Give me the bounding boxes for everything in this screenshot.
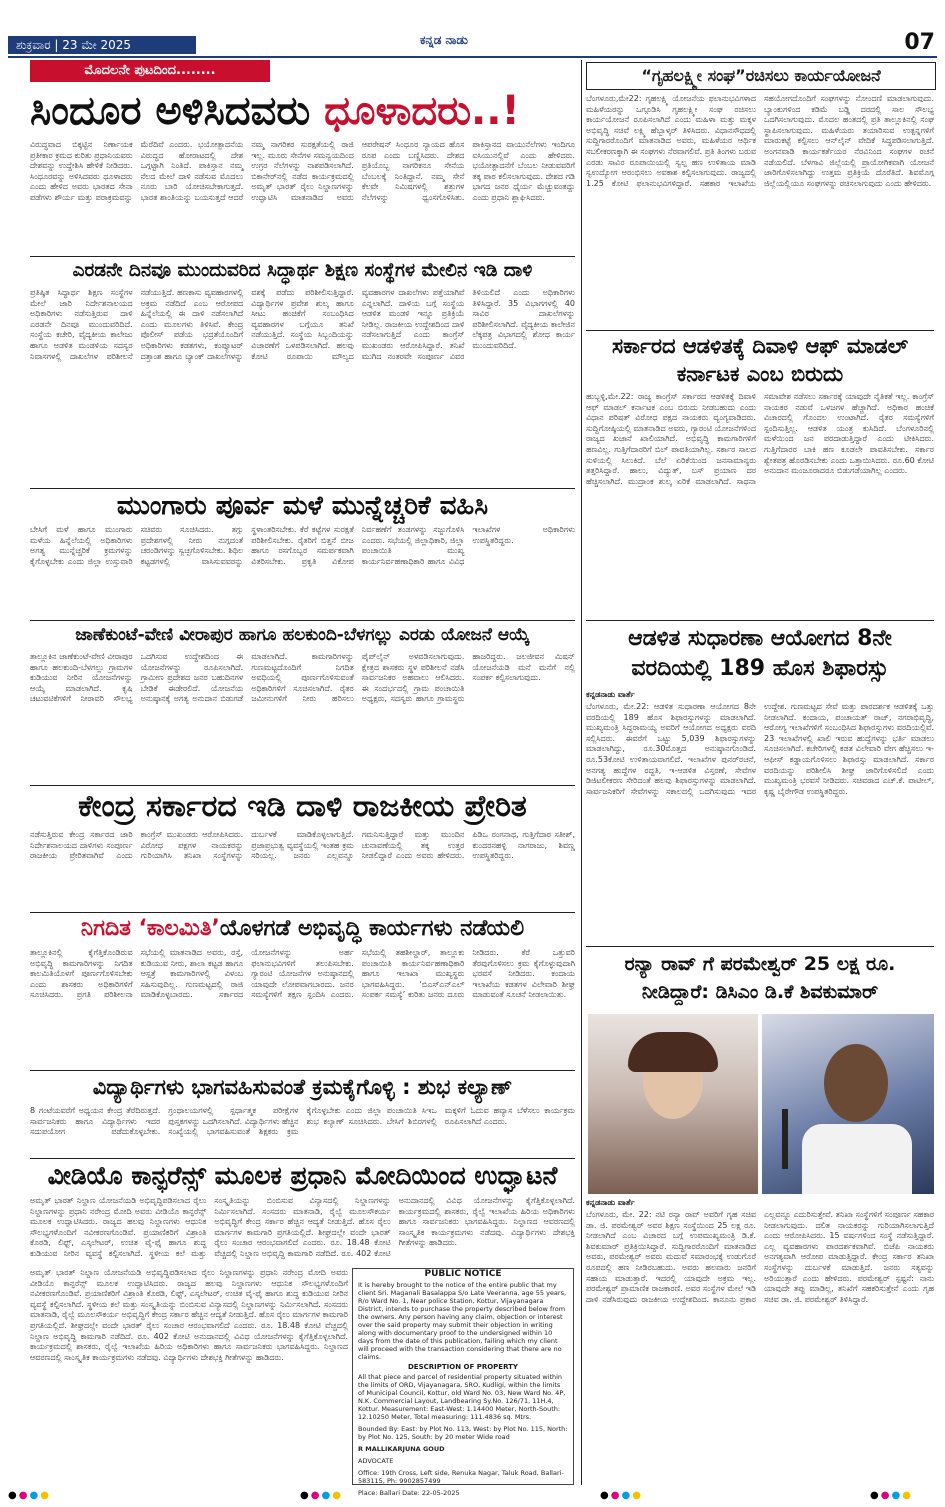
microphone-icon — [782, 1109, 788, 1169]
divider — [586, 620, 934, 621]
notice-title: PUBLIC NOTICE — [424, 1269, 502, 1279]
registration-marks-center2: ●●●● — [600, 1490, 643, 1501]
shirt-shape — [802, 1124, 912, 1194]
notice-place-date: Place: Ballari Date: 22-05-2025 — [358, 1489, 460, 1497]
registration-marks-left: ●●●● — [8, 1490, 51, 1501]
lead-headline-black: ಸಿಂದೂರ ಅಳಿಸಿದವರು — [30, 88, 325, 134]
divider — [586, 330, 934, 331]
video-body-top: ಅಮೃತ್ ಭಾರತ್ ನಿಲ್ದಾಣ ಯೋಜನೆಯಡಿ ಅಭಿವೃದ್ಧಿಪಡಿಸಲಾದ ರೈಲು ನಿಲ್ದಾಣಗಳನ್ನು ಪ್ರಧಾನಿ ನರೇಂದ್ರ ಮೋದಿ ಅವರು ವೀಡಿಯೊ ಕಾನ್ಫರೆನ್ಸ್ ಮೂಲಕ ಉದ್ಘಾಟಿಸಿದರು. ರಾಜ್ಯದ ಹಲವು ನಿಲ್ದಾಣಗಳು ಆಧುನಿಕ ಸೌಲಭ್ಯಗಳೊಂದಿಗೆ ನವೀಕರಣಗೊಂಡಿವೆ. ಪ್ರಯಾಣಿಕರಿಗೆ ವಿಶ್ರಾಂತಿ ಕೊಠಡಿ, ಲಿಫ್ಟ್, ಎಸ್ಕಲೇಟರ್, ಉಚಿತ ವೈ-ಫೈ ಹಾಗೂ ಶುದ್ಧ ಕುಡಿಯುವ ನೀರಿನ ವ್ಯವಸ್ಥೆ ಕಲ್ಪಿಸಲಾಗಿದೆ. ಸ್ಥಳೀಯ ಕಲೆ ಮತ್ತು ಸಂಸ್ಕೃತಿಯನ್ನು ಬಿಂಬಿಸುವ ವಿನ್ಯಾಸದಲ್ಲಿ ನಿಲ್ದಾಣಗಳನ್ನು ನಿರ್ಮಿಸಲಾಗಿದೆ. ಸಂಸದರು ಮಾತನಾಡಿ, ರೈಲ್ವೆ ಮೂಲಸೌಕರ್ಯ ಅಭಿವೃದ್ಧಿಗೆ ಕೇಂದ್ರ ಸರ್ಕಾರ ಹೆಚ್ಚಿನ ಆದ್ಯತೆ ನೀಡುತ್ತಿದೆ. ಹೊಸ ರೈಲು ಮಾರ್ಗಗಳ ಕಾಮಗಾರಿ ಪ್ರಗತಿಯಲ್ಲಿದೆ. ಶೀಘ್ರದಲ್ಲೇ ವಂದೇ ಭಾರತ್ ರೈಲು ಸಂಚಾರ ಆರಂಭವಾಗಲಿದೆ ಎಂದರು. ರೂ. 18.48 ಕೋಟಿ ವೆಚ್ಚದಲ್ಲಿ ನಿಲ್ದಾಣ ಅಭಿವೃದ್ಧಿ ಕಾಮಗಾರಿ ನಡೆದಿದೆ. ರೂ. 402 ಕೋಟಿ ಅನುದಾನದಲ್ಲಿ ವಿವಿಧ ಯೋಜನೆಗಳನ್ನು ಕೈಗೆತ್ತಿಕೊಳ್ಳಲಾಗಿದೆ. ಕಾರ್ಯಕ್ರಮದಲ್ಲಿ ಶಾಸಕರು, ರೈಲ್ವೆ ಇಲಾಖೆಯ ಹಿರಿಯ ಅಧಿಕಾರಿಗಳು ಹಾಗೂ ಸಾರ್ವಜನಿಕರು ಭಾಗವಹಿಸಿದ್ದರು. ನಿಲ್ದಾಣದ ಆವರಣದಲ್ಲಿ ಸಾಂಸ್ಕೃತಿಕ ಕಾರ್ಯಕ್ರಮಗಳು ನಡೆದವು. ವಿದ್ಯಾರ್ಥಿಗಳು ದೇಶಭಕ್ತಿ ಗೀತೆಗಳನ್ನು ಹಾಡಿದರು. — [30, 1196, 575, 1258]
lead-story-body: ವಿರುದ್ಧವಾದ ಬಿಕ್ಕಟ್ಟಿನ ನಿರ್ಣಾಯಕ ಪ್ರತೀಕಾರ ಕ್ರಮದ ಕುರಿತು ಪ್ರಧಾನಿಯವರು ದೇಶವನ್ನು ಉದ್ದೇಶಿಸಿ ಹೇಳಿಕೆ ನೀಡಿದರು. ಸಿಂಧೂರವನ್ನು ಅಳಿಸಿದವರು ಧೂಳಾದರು ಎಂದು ಹೇಳಿದ ಅವರು ಭಾರತದ ಸೇನಾ ಪಡೆಗಳು ಶೌರ್ಯ ಮತ್ತು ಪರಾಕ್ರಮವನ್ನು ಮೆರೆದಿವೆ ಎಂದರು. ಭಯೋತ್ಪಾದನೆಯ ವಿರುದ್ಧದ ಹೋರಾಟದಲ್ಲಿ ದೇಶ ಒಗ್ಗಟ್ಟಾಗಿ ನಿಂತಿದೆ. ಪಾಕಿಸ್ತಾನ ನಮ್ಮ ನೆಲದ ಮೇಲೆ ದಾಳಿ ನಡೆಸುವ ಮೊದಲು ನೂರು ಬಾರಿ ಯೋಚಿಸಬೇಕಾಗುತ್ತದೆ. ಭಾರತ ಶಾಂತಿಯನ್ನು ಬಯಸುತ್ತದೆ ಆದರೆ ನಮ್ಮ ನಾಗರಿಕರ ಸುರಕ್ಷತೆಯಲ್ಲಿ ರಾಜಿ ಇಲ್ಲ. ಮೂರು ಸೇನೆಗಳ ಸಮನ್ವಯದಿಂದ ಉಗ್ರರ ನೆಲೆಗಳನ್ನು ನಾಶಪಡಿಸಲಾಗಿದೆ. ಬಿಕಾನೇರ್‌ನಲ್ಲಿ ನಡೆದ ಕಾರ್ಯಕ್ರಮದಲ್ಲಿ ಅಮೃತ್ ಭಾರತ್ ರೈಲು ನಿಲ್ದಾಣಗಳನ್ನು ಉದ್ಘಾಟಿಸಿ ಮಾತನಾಡಿದ ಅವರು ಆಪರೇಷನ್ ಸಿಂಧೂರ ನ್ಯಾಯದ ಹೊಸ ರೂಪ ಎಂದು ಬಣ್ಣಿಸಿದರು. ದೇಶದ ಪ್ರತಿಯೊಬ್ಬ ನಾಗರಿಕನೂ ಸೇನೆಯ ಬೆಂಬಲಕ್ಕೆ ನಿಂತಿದ್ದಾನೆ. ನಮ್ಮ ಸೇನೆ ಕೆಲವೇ ನಿಮಿಷಗಳಲ್ಲಿ ಶತ್ರುಗಳ ನೆಲೆಗಳನ್ನು ಧ್ವಂಸಗೊಳಿಸಿತು. ಪಾಕಿಸ್ತಾನದ ವಾಯುನೆಲೆಗಳು ಇಂದಿಗೂ ಐಸಿಯುನಲ್ಲಿವೆ ಎಂದು ಹೇಳಿದರು. ಭಯೋತ್ಪಾದನೆಗೆ ಬೆಂಬಲ ನೀಡುವವರಿಗೆ ತಕ್ಕ ಪಾಠ ಕಲಿಸಲಾಗುವುದು. ದೇಶದ ಗಡಿ ಭಾಗದ ಜನರ ಧೈರ್ಯ ಮೆಚ್ಚುವಂತದ್ದು ಎಂದು ಪ್ರಧಾನಿ ಶ್ಲಾಘಿಸಿದರು. — [30, 140, 575, 202]
divider — [30, 1070, 575, 1071]
notice-schedule-title: DESCRIPTION OF PROPERTY — [408, 1363, 518, 1371]
divider — [30, 912, 575, 913]
continued-banner: ಮೊದಲನೇ ಪುಟದಿಂದ........ — [30, 60, 270, 82]
notice-bounded: Bounded By: East: by Plot No. 113, West: by Plot No. 115, North: by Plot No. 125, South: by 20 meter Wide road — [358, 1425, 568, 1441]
reform-headline-line2: ವರದಿಯಲ್ಲಿ 189 ಹೊಸ ಶಿಫಾರಸ್ಸು — [631, 656, 889, 681]
notice-body: It is hereby brought to the notice of the entire public that my client Sri. Maganali Basalappa S/o Late Veeranna, age 55 years, R/o Ward No. 1, Near police Station, Kottur, Vijayanagara District, intends to purchase the property described below from the owners. Any person having any claim, objection or interest over the said property may submit their objection in writing along with documentary proof to the undersigned within 10 days from the date of this publication, failing which my client will proceed with the transaction considering that there are no claims. — [358, 1281, 567, 1361]
gruhalakshmi-headline: “ಗೃಹಲಕ್ಷ್ಮೀ ಸಂಘ”ರಚಿಸಲು ಕಾರ್ಯಯೋಜನೆ — [586, 62, 936, 90]
divider — [30, 1158, 575, 1159]
face-shape — [824, 1044, 888, 1122]
minister-photo — [762, 1014, 934, 1194]
page-number: 07 — [904, 30, 935, 55]
diwali-headline: ಸರ್ಕಾರದ ಆಡಳಿತಕ್ಕೆ ದಿವಾಳಿ ಆಫ್ ಮಾಡಲ್ ಕರ್ನಾಟಕ ಎಂಬ ಬಿರುದು — [611, 334, 909, 386]
divider — [30, 620, 575, 621]
public-notice — [352, 1268, 574, 1497]
janekunte-body: ತಾಲ್ಲೂಕಿನ ಜಾಣೆಕುಂಟೆ-ವೇಣಿ ವೀರಾಪುರ ಹಾಗೂ ಹಲಕುಂದಿ-ಬೆಳಗಲ್ಲು ಗ್ರಾಮಗಳ ಕುಡಿಯುವ ನೀರಿನ ಯೋಜನೆಗಳನ್ನು ಆಯ್ಕೆ ಮಾಡಲಾಗಿದೆ. ಕೃಷಿ ಚಟುವಟಿಕೆಗಳಿಗೆ ನೀರಾವರಿ ಸೌಲಭ್ಯ ಒದಗಿಸುವ ಉದ್ದೇಶದಿಂದ ಈ ಯೋಜನೆಗಳನ್ನು ರೂಪಿಸಲಾಗಿದೆ. ಗ್ರಾಮೀಣ ಪ್ರದೇಶದ ಜನರ ಬಹುದಿನಗಳ ಬೇಡಿಕೆ ಈಡೇರಲಿದೆ. ಯೋಜನೆಯ ಅನುಷ್ಠಾನಕ್ಕೆ ಅಗತ್ಯ ಅನುದಾನ ಬಿಡುಗಡೆ ಮಾಡಲಾಗಿದೆ. ಕಾಮಗಾರಿಗಳನ್ನು ಗುಣಮಟ್ಟದೊಂದಿಗೆ ನಿಗದಿತ ಅವಧಿಯಲ್ಲಿ ಪೂರ್ಣಗೊಳಿಸುವಂತೆ ಅಧಿಕಾರಿಗಳಿಗೆ ಸೂಚಿಸಲಾಗಿದೆ. ರೈತರ ಜಮೀನುಗಳಿಗೆ ನೀರು ಹರಿಸಲು ಪೈಪ್‌ಲೈನ್ ಅಳವಡಿಸಲಾಗುವುದು. ಕ್ಷೇತ್ರದ ಶಾಸಕರು ಸ್ಥಳ ಪರಿಶೀಲನೆ ನಡೆಸಿ ಸಾರ್ವಜನಿಕರ ಅಹವಾಲು ಆಲಿಸಿದರು. ಈ ಸಂದರ್ಭದಲ್ಲಿ ಗ್ರಾಮ ಪಂಚಾಯಿತಿ ಅಧ್ಯಕ್ಷರು, ಸದಸ್ಯರು ಹಾಗೂ ಗ್ರಾಮಸ್ಥರು ಹಾಜರಿದ್ದರು. ಜಲಜೀವನ ಮಿಷನ್ ಯೋಜನೆಯಡಿ ಮನೆ ಮನೆಗೆ ನಲ್ಲಿ ಸಂಪರ್ಕ ಕಲ್ಪಿಸಲಾಗುವುದು. — [30, 652, 575, 704]
monsoon-headline: ಮುಂಗಾರು ಪೂರ್ವ ಮಳೆ ಮುನ್ನೆಚ್ಚರಿಕೆ ವಹಿಸಿ — [116, 491, 489, 521]
registration-marks-center: ●●●● — [300, 1490, 343, 1501]
notice-schedule: All that piece and parcel of residential property situated within the limits of ORD, Vijayanagara, SRO, Kudligi, within the limits of Municipal Council, Kottur, old Ward No. 03, New Ward No. 4P, N.K. Commercial Layout, Landbearing Sy.No. 126/71, 11H.4, Kottur. Measurement: East-West: 1.14400 Meter, North-South: 12.10250 Meter, Total measuring: 111.4836 sq. Mtrs. — [358, 1373, 566, 1421]
reform-body: ಬೆಂಗಳೂರು, ಮೇ.22: ಆಡಳಿತ ಸುಧಾರಣಾ ಆಯೋಗದ 8ನೇ ವರದಿಯಲ್ಲಿ 189 ಹೊಸ ಶಿಫಾರಸ್ಸುಗಳನ್ನು ಮಾಡಲಾಗಿದೆ. ಮುಖ್ಯಮಂತ್ರಿ ಸಿದ್ದರಾಮಯ್ಯ ಅವರಿಗೆ ಆಯೋಗದ ಅಧ್ಯಕ್ಷರು ವರದಿ ಸಲ್ಲಿಸಿದರು. ಈವರೆಗೆ ಒಟ್ಟು 5,039 ಶಿಫಾರಸ್ಸುಗಳನ್ನು ಮಾಡಲಾಗಿದ್ದು, ರೂ.30ಮೊತ್ತದ ಅನುಷ್ಠಾನಗೊಂಡಿದೆ. ರೂ.53ಕೋಟಿ ಉಳಿತಾಯವಾಗಲಿದೆ. ಇಲಾಖೆಗಳ ಪುನರ್‌ರಚನೆ, ಅನಗತ್ಯ ಹುದ್ದೆಗಳ ರದ್ದತಿ, ಇ-ಆಡಳಿತ ವಿಸ್ತರಣೆ, ಸೇವೆಗಳ ಡಿಜಿಟಲೀಕರಣ ಸೇರಿದಂತೆ ಹಲವು ಶಿಫಾರಸ್ಸುಗಳನ್ನು ಮಾಡಲಾಗಿದೆ. ಸಾರ್ವಜನಿಕರಿಗೆ ಸೇವೆಗಳನ್ನು ಸಕಾಲದಲ್ಲಿ ಒದಗಿಸುವುದು ಇದರ ಉದ್ದೇಶ. ಗುಣಮಟ್ಟದ ಸೇವೆ ಮತ್ತು ಪಾರದರ್ಶಕ ಆಡಳಿತಕ್ಕೆ ಒತ್ತು ನೀಡಲಾಗಿದೆ. ಕಂದಾಯ, ಪಂಚಾಯತ್ ರಾಜ್, ನಗರಾಭಿವೃದ್ಧಿ, ಆರೋಗ್ಯ ಇಲಾಖೆಗಳಿಗೆ ಸಂಬಂಧಿಸಿದ ಶಿಫಾರಸ್ಸುಗಳು ವರದಿಯಲ್ಲಿವೆ. 23 ಇಲಾಖೆಗಳಲ್ಲಿ ಖಾಲಿ ಇರುವ ಹುದ್ದೆಗಳನ್ನು ಭರ್ತಿ ಮಾಡಲು ಸೂಚಿಸಲಾಗಿದೆ. ಕಚೇರಿಗಳಲ್ಲಿ ಕಡತ ವಿಲೇವಾರಿ ವೇಗ ಹೆಚ್ಚಿಸಲು ಇ-ಆಫೀಸ್ ಕಡ್ಡಾಯಗೊಳಿಸಲು ಶಿಫಾರಸ್ಸು ಮಾಡಲಾಗಿದೆ. ಸರ್ಕಾರ ವರದಿಯನ್ನು ಪರಿಶೀಲಿಸಿ ಶೀಘ್ರ ಜಾರಿಗೊಳಿಸಲಿದೆ ಎಂದು ಮುಖ್ಯಮಂತ್ರಿ ಭರವಸೆ ನೀಡಿದರು. ಸಚಿವರಾದ ಎಚ್.ಕೆ. ಪಾಟೀಲ್, ಕೃಷ್ಣ ಬೈರೇಗೌಡ ಉಪಸ್ಥಿತರಿದ್ದರು. — [586, 702, 934, 796]
centre-body: ನಡೆಸುತ್ತಿರುವ ಕೇಂದ್ರ ಸರ್ಕಾರದ ಜಾರಿ ನಿರ್ದೇಶನಾಲಯದ ದಾಳಿಗಳು ಸಂಪೂರ್ಣ ರಾಜಕೀಯ ಪ್ರೇರಿತವಾಗಿವೆ ಎಂದು ಕಾಂಗ್ರೆಸ್ ಮುಖಂಡರು ಆರೋಪಿಸಿದರು. ವಿರೋಧ ಪಕ್ಷಗಳ ನಾಯಕರನ್ನು ಗುರಿಯಾಗಿಸಿ ತನಿಖಾ ಸಂಸ್ಥೆಗಳನ್ನು ದುರ್ಬಳಕೆ ಮಾಡಿಕೊಳ್ಳಲಾಗುತ್ತಿದೆ. ಪ್ರಜಾಪ್ರಭುತ್ವ ವ್ಯವಸ್ಥೆಯಲ್ಲಿ ಇಂತಹ ಕ್ರಮ ಸರಿಯಲ್ಲ. ಜನರು ಎಲ್ಲವನ್ನೂ ಗಮನಿಸುತ್ತಿದ್ದಾರೆ ಮತ್ತು ಮುಂದಿನ ಚುನಾವಣೆಯಲ್ಲಿ ತಕ್ಕ ಉತ್ತರ ನೀಡಲಿದ್ದಾರೆ ಎಂದು ಅವರು ಹೇಳಿದರು. ಪಿಡಿಒ ರಂಗನಾಥ, ಗುತ್ತಿಗೆದಾರ ಸತೀಶ್, ಕುಂದರನಹಳ್ಳಿ ನಾಗರಾಜು, ಶಿವಣ್ಣ ಉಪಸ್ಥಿತರಿದ್ದರು. — [30, 830, 575, 861]
divider — [586, 946, 934, 947]
niyamita-headline-red: ನಿಗದಿತ ‘ಕಾಲಮಿತಿ’ — [80, 916, 220, 941]
actress-photo — [588, 1014, 758, 1194]
lead-headline-red: ಧೂಳಾದರು..! — [324, 88, 520, 134]
divider — [30, 256, 575, 257]
masthead-logo: ಕನ್ನಡ ನಾಡು — [420, 33, 468, 47]
monsoon-body: ಬೇಸಿಗೆ ಮಳೆ ಹಾಗೂ ಮುಂಗಾರು ಮಳೆಯ ಹಿನ್ನೆಲೆಯಲ್ಲಿ ಅಧಿಕಾರಿಗಳು ಅಗತ್ಯ ಮುನ್ನೆಚ್ಚರಿಕೆ ಕ್ರಮಗಳನ್ನು ಕೈಗೊಳ್ಳಬೇಕು ಎಂದು ಜಿಲ್ಲಾ ಉಸ್ತುವಾರಿ ಸಚಿವರು ಸೂಚಿಸಿದರು. ತಗ್ಗು ಪ್ರದೇಶಗಳಲ್ಲಿ ನೀರು ನುಗ್ಗದಂತೆ ಚರಂಡಿಗಳನ್ನು ಸ್ವಚ್ಛಗೊಳಿಸಬೇಕು. ಶಿಥಿಲ ಕಟ್ಟಡಗಳಲ್ಲಿ ವಾಸಿಸುವವರನ್ನು ಸ್ಥಳಾಂತರಿಸಬೇಕು. ಕೆರೆ ಕಟ್ಟೆಗಳ ಸುರಕ್ಷತೆ ಪರಿಶೀಲಿಸಬೇಕು. ರೈತರಿಗೆ ಬಿತ್ತನೆ ಬೀಜ ಹಾಗೂ ರಸಗೊಬ್ಬರ ಸಮರ್ಪಕವಾಗಿ ವಿತರಿಸಬೇಕು. ಪ್ರಕೃತಿ ವಿಕೋಪ ನಿರ್ವಹಣೆಗೆ ತಂಡಗಳನ್ನು ಸಜ್ಜುಗೊಳಿಸಿ ಎಂದರು. ಸಭೆಯಲ್ಲಿ ಜಿಲ್ಲಾಧಿಕಾರಿ, ಜಿಲ್ಲಾ ಪಂಚಾಯಿತಿ ಮುಖ್ಯ ಕಾರ್ಯನಿರ್ವಹಣಾಧಿಕಾರಿ ಹಾಗೂ ವಿವಿಧ ಇಲಾಖೆಗಳ ಅಧಿಕಾರಿಗಳು ಉಪಸ್ಥಿತರಿದ್ದರು. — [30, 525, 575, 566]
notice-signature: R MALLIKARJUNA GOUD — [358, 1445, 445, 1453]
header-rule — [8, 56, 937, 58]
lead-headline — [30, 86, 575, 136]
ranya-headline-line2: ನೀಡಿದ್ದಾರೆ: ಡಿಸಿಎಂ ಡಿ.ಕೆ ಶಿವಕುಮಾರ್ — [641, 981, 879, 1003]
divider — [30, 488, 575, 489]
notice-advocate: ADVOCATE — [358, 1457, 394, 1465]
hair-shape — [628, 1032, 718, 1072]
niyamita-body: ತಾಲ್ಲೂಕಿನಲ್ಲಿ ಕೈಗೆತ್ತಿಕೊಂಡಿರುವ ಅಭಿವೃದ್ಧಿ ಕಾಮಗಾರಿಗಳನ್ನು ನಿಗದಿತ ಕಾಲಮಿತಿಯೊಳಗೆ ಪೂರ್ಣಗೊಳಿಸಬೇಕು ಎಂದು ಶಾಸಕರು ಅಧಿಕಾರಿಗಳಿಗೆ ಸೂಚಿಸಿದರು. ಪ್ರಗತಿ ಪರಿಶೀಲನಾ ಸಭೆಯಲ್ಲಿ ಮಾತನಾಡಿದ ಅವರು, ರಸ್ತೆ, ಕುಡಿಯುವ ನೀರು, ಶಾಲಾ ಕಟ್ಟಡ ಹಾಗೂ ಆಸ್ಪತ್ರೆ ಕಾಮಗಾರಿಗಳಲ್ಲಿ ವಿಳಂಬ ಸಹಿಸುವುದಿಲ್ಲ. ಗುಣಮಟ್ಟದಲ್ಲಿ ರಾಜಿ ಮಾಡಿಕೊಳ್ಳಬಾರದು. ಸರ್ಕಾರದ ಯೋಜನೆಗಳನ್ನು ಅರ್ಹ ಫಲಾನುಭವಿಗಳಿಗೆ ತಲುಪಿಸಬೇಕು. ಗ್ಯಾರಂಟಿ ಯೋಜನೆಗಳ ಅನುಷ್ಠಾನದಲ್ಲಿ ಯಾವುದೇ ಲೋಪವಾಗಬಾರದು. ಜನರ ಸಮಸ್ಯೆಗಳಿಗೆ ತಕ್ಷಣ ಸ್ಪಂದಿಸಿ ಎಂದರು. ಸಭೆಯಲ್ಲಿ ತಹಶೀಲ್ದಾರ್, ತಾಲ್ಲೂಕು ಪಂಚಾಯಿತಿ ಕಾರ್ಯನಿರ್ವಹಣಾಧಿಕಾರಿ ಹಾಗೂ ಇಲಾಖಾ ಮುಖ್ಯಸ್ಥರು ಭಾಗವಹಿಸಿದ್ದರು. ‘ಬಿಎಸ್‌ಎನ್‌ಎಲ್ ಸಂಪರ್ಕ ಸಮಸ್ಯೆ’ ಕುರಿತು ಜನರು ದೂರು ನೀಡಿದರು. ಕೆರೆ ಒತ್ತುವರಿ ತೆರವುಗೊಳಿಸಲು ಕ್ರಮ ಕೈಗೊಳ್ಳುವುದಾಗಿ ಭರವಸೆ ನೀಡಿದರು. ಕಂದಾಯ ಇಲಾಖೆಯ ಕಡತಗಳ ವಿಲೇವಾರಿ ಶೀಘ್ರ ಮಾಡುವಂತೆ ಸೂಚನೆ ನೀಡಲಾಯಿತು. — [30, 948, 575, 1000]
notice-address: Office: 19th Cross, Left side, Renuka Nagar, Taluk Road, Ballari-583115, Ph: 9902857499 — [358, 1469, 564, 1485]
ranya-headline-line1: ರನ್ಯಾ ರಾವ್ ಗೆ ಪರಮೇಶ್ವರ್ 25 ಲಕ್ಷ ರೂ. — [624, 953, 896, 975]
ranya-dateline: ಕನ್ನಡನಾಡು ವಾರ್ತೆ — [586, 1198, 635, 1207]
divider — [30, 785, 575, 786]
gruhalakshmi-body: ಬೆಂಗಳೂರು,ಮೇ22: ಗೃಹಲಕ್ಷ್ಮಿ ಯೋಜನೆಯ ಫಲಾನುಭವಿಗಳಾದ ಮಹಿಳೆಯರನ್ನು ಒಗ್ಗೂಡಿಸಿ ಗೃಹಲಕ್ಷ್ಮೀ ಸಂಘ ರಚಿಸಲು ಕಾರ್ಯಯೋಜನೆ ರೂಪಿಸಲಾಗಿದೆ ಎಂದು ಮಹಿಳಾ ಮತ್ತು ಮಕ್ಕಳ ಅಭಿವೃದ್ಧಿ ಸಚಿವೆ ಲಕ್ಷ್ಮಿ ಹೆಬ್ಬಾಳ್ಕರ್ ತಿಳಿಸಿದರು. ವಿಧಾನಸೌಧದಲ್ಲಿ ಸುದ್ದಿಗಾರರೊಂದಿಗೆ ಮಾತನಾಡಿದ ಅವರು, ಮಹಿಳೆಯರ ಆರ್ಥಿಕ ಸಬಲೀಕರಣಕ್ಕಾಗಿ ಈ ಸಂಘಗಳು ನೆರವಾಗಲಿವೆ. ಪ್ರತಿ ತಿಂಗಳು ಬರುವ ಎರಡು ಸಾವಿರ ರೂಪಾಯಿಯಲ್ಲಿ ಸ್ವಲ್ಪ ಹಣ ಉಳಿತಾಯ ಮಾಡಿ ಸ್ವಉದ್ಯೋಗ ಆರಂಭಿಸಲು ಅವಕಾಶ ಕಲ್ಪಿಸಲಾಗುವುದು. ರಾಜ್ಯದಲ್ಲಿ 1.25 ಕೋಟಿ ಫಲಾನುಭವಿಗಳಿದ್ದಾರೆ. ಸಹಕಾರ ಇಲಾಖೆಯ ಸಹಯೋಗದೊಂದಿಗೆ ಸಂಘಗಳನ್ನು ನೋಂದಣಿ ಮಾಡಲಾಗುವುದು. ಬ್ಯಾಂಕುಗಳಿಂದ ಕಡಿಮೆ ಬಡ್ಡಿ ದರದಲ್ಲಿ ಸಾಲ ಸೌಲಭ್ಯ ಒದಗಿಸಲಾಗುವುದು. ಮೊದಲ ಹಂತದಲ್ಲಿ ಪ್ರತಿ ತಾಲ್ಲೂಕಿನಲ್ಲಿ ಸಂಘ ಸ್ಥಾಪಿಸಲಾಗುವುದು. ಮಹಿಳೆಯರು ತಯಾರಿಸುವ ಉತ್ಪನ್ನಗಳಿಗೆ ಮಾರುಕಟ್ಟೆ ಕಲ್ಪಿಸಲು ಆನ್‌ಲೈನ್ ವೇದಿಕೆ ಸಿದ್ಧಪಡಿಸಲಾಗುತ್ತಿದೆ. ಅಂಗನವಾಡಿ ಕಾರ್ಯಕರ್ತೆಯರ ನೆರವಿನಿಂದ ಸಂಘಗಳ ರಚನೆ ನಡೆಯಲಿದೆ. ಬೆಳಗಾವಿ ಜಿಲ್ಲೆಯಲ್ಲಿ ಪ್ರಾಯೋಗಿಕವಾಗಿ ಯೋಜನೆ ಜಾರಿಗೊಳಿಸಲಾಗಿದ್ದು ಉತ್ತಮ ಪ್ರತಿಕ್ರಿಯೆ ದೊರೆತಿದೆ. ಶಿವಮೊಗ್ಗ ಜಿಲ್ಲೆಯಲ್ಲಿಯೂ ಸಂಘಗಳನ್ನು ರಚಿಸಲಾಗುವುದು ಎಂದು ಹೇಳಿದರು. — [586, 94, 934, 188]
siddharth-body: ಪ್ರತಿಷ್ಠಿತ ಸಿದ್ಧಾರ್ಥ ಶಿಕ್ಷಣ ಸಂಸ್ಥೆಗಳ ಮೇಲೆ ಜಾರಿ ನಿರ್ದೇಶನಾಲಯದ ಅಧಿಕಾರಿಗಳು ನಡೆಸುತ್ತಿರುವ ದಾಳಿ ಎರಡನೇ ದಿನವೂ ಮುಂದುವರಿದಿದೆ. ಸಂಸ್ಥೆಯ ಕಚೇರಿ, ವೈದ್ಯಕೀಯ ಕಾಲೇಜು ಹಾಗೂ ಆಡಳಿತ ಮಂಡಳಿಯ ಸದಸ್ಯರ ನಿವಾಸಗಳಲ್ಲಿ ದಾಖಲೆಗಳ ಪರಿಶೀಲನೆ ನಡೆಯುತ್ತಿದೆ. ಹಣಕಾಸು ವ್ಯವಹಾರಗಳಲ್ಲಿ ಅಕ್ರಮ ನಡೆದಿದೆ ಎಂಬ ಆರೋಪದ ಹಿನ್ನೆಲೆಯಲ್ಲಿ ಈ ದಾಳಿ ನಡೆಸಲಾಗಿದೆ ಎಂದು ಮೂಲಗಳು ತಿಳಿಸಿವೆ. ಕೇಂದ್ರ ಪೊಲೀಸ್ ಪಡೆಯ ಭದ್ರತೆಯೊಂದಿಗೆ ಅಧಿಕಾರಿಗಳು ಕಡತಗಳು, ಕಂಪ್ಯೂಟರ್ ದತ್ತಾಂಶ ಹಾಗೂ ಬ್ಯಾಂಕ್ ದಾಖಲೆಗಳನ್ನು ವಶಕ್ಕೆ ಪಡೆದು ಪರಿಶೀಲಿಸುತ್ತಿದ್ದಾರೆ. ವಿದ್ಯಾರ್ಥಿಗಳ ಪ್ರವೇಶ ಶುಲ್ಕ ಹಾಗೂ ಸೀಟು ಹಂಚಿಕೆಗೆ ಸಂಬಂಧಿಸಿದ ವ್ಯವಹಾರಗಳ ಬಗ್ಗೆಯೂ ತನಿಖೆ ನಡೆಯುತ್ತಿದೆ. ಸಂಸ್ಥೆಯ ಸಿಬ್ಬಂದಿಯನ್ನು ವಿಚಾರಣೆಗೆ ಒಳಪಡಿಸಲಾಗಿದೆ. ಹಲವು ಕೋಟಿ ರೂಪಾಯಿ ಮೌಲ್ಯದ ವ್ಯವಹಾರಗಳ ದಾಖಲೆಗಳು ಪತ್ತೆಯಾಗಿವೆ ಎನ್ನಲಾಗಿದೆ. ದಾಳಿಯ ಬಗ್ಗೆ ಸಂಸ್ಥೆಯ ಆಡಳಿತ ಮಂಡಳಿ ಇನ್ನೂ ಪ್ರತಿಕ್ರಿಯೆ ನೀಡಿಲ್ಲ. ರಾಜಕೀಯ ಉದ್ದೇಶದಿಂದ ದಾಳಿ ನಡೆಸಲಾಗುತ್ತಿದೆ ಎಂದು ಕಾಂಗ್ರೆಸ್ ಮುಖಂಡರು ಆರೋಪಿಸಿದ್ದಾರೆ. ತನಿಖೆ ಮುಗಿದ ನಂತರವೇ ಸಂಪೂರ್ಣ ವಿವರ ತಿಳಿಯಲಿದೆ ಎಂದು ಅಧಿಕಾರಿಗಳು ತಿಳಿಸಿದ್ದಾರೆ. 35 ವಿಭಾಗಗಳಲ್ಲಿ 40 ಸಾವಿರ ದಾಖಲೆಗಳನ್ನು ಪರಿಶೀಲಿಸಲಾಗಿದೆ. ವೈದ್ಯಕೀಯ ಕಾಲೇಜಿನ ಲೆಕ್ಕಪತ್ರ ವಿಭಾಗದಲ್ಲಿ ಶೋಧ ಕಾರ್ಯ ಮುಂದುವರಿದಿದೆ. — [30, 288, 575, 361]
centre-headline: ಕೇಂದ್ರ ಸರ್ಕಾರದ ಇಡಿ ದಾಳಿ ರಾಜಕೀಯ ಪ್ರೇರಿತ — [78, 789, 527, 824]
niyamita-headline-black: ಯೊಳಗಡೆ ಅಭಿವೃದ್ಧಿ ಕಾರ್ಯಗಳು ನಡೆಯಲಿ — [219, 916, 525, 941]
video-body-bottom: ಅಮೃತ್ ಭಾರತ್ ನಿಲ್ದಾಣ ಯೋಜನೆಯಡಿ ಅಭಿವೃದ್ಧಿಪಡಿಸಲಾದ ರೈಲು ನಿಲ್ದಾಣಗಳನ್ನು ಪ್ರಧಾನಿ ನರೇಂದ್ರ ಮೋದಿ ಅವರು ವೀಡಿಯೊ ಕಾನ್ಫರೆನ್ಸ್ ಮೂಲಕ ಉದ್ಘಾಟಿಸಿದರು. ರಾಜ್ಯದ ಹಲವು ನಿಲ್ದಾಣಗಳು ಆಧುನಿಕ ಸೌಲಭ್ಯಗಳೊಂದಿಗೆ ನವೀಕರಣಗೊಂಡಿವೆ. ಪ್ರಯಾಣಿಕರಿಗೆ ವಿಶ್ರಾಂತಿ ಕೊಠಡಿ, ಲಿಫ್ಟ್, ಎಸ್ಕಲೇಟರ್, ಉಚಿತ ವೈ-ಫೈ ಹಾಗೂ ಶುದ್ಧ ಕುಡಿಯುವ ನೀರಿನ ವ್ಯವಸ್ಥೆ ಕಲ್ಪಿಸಲಾಗಿದೆ. ಸ್ಥಳೀಯ ಕಲೆ ಮತ್ತು ಸಂಸ್ಕೃತಿಯನ್ನು ಬಿಂಬಿಸುವ ವಿನ್ಯಾಸದಲ್ಲಿ ನಿಲ್ದಾಣಗಳನ್ನು ನಿರ್ಮಿಸಲಾಗಿದೆ. ಸಂಸದರು ಮಾತನಾಡಿ, ರೈಲ್ವೆ ಮೂಲಸೌಕರ್ಯ ಅಭಿವೃದ್ಧಿಗೆ ಕೇಂದ್ರ ಸರ್ಕಾರ ಹೆಚ್ಚಿನ ಆದ್ಯತೆ ನೀಡುತ್ತಿದೆ. ಹೊಸ ರೈಲು ಮಾರ್ಗಗಳ ಕಾಮಗಾರಿ ಪ್ರಗತಿಯಲ್ಲಿದೆ. ಶೀಘ್ರದಲ್ಲೇ ವಂದೇ ಭಾರತ್ ರೈಲು ಸಂಚಾರ ಆರಂಭವಾಗಲಿದೆ ಎಂದರು. ರೂ. 18.48 ಕೋಟಿ ವೆಚ್ಚದಲ್ಲಿ ನಿಲ್ದಾಣ ಅಭಿವೃದ್ಧಿ ಕಾಮಗಾರಿ ನಡೆದಿದೆ. ರೂ. 402 ಕೋಟಿ ಅನುದಾನದಲ್ಲಿ ವಿವಿಧ ಯೋಜನೆಗಳನ್ನು ಕೈಗೆತ್ತಿಕೊಳ್ಳಲಾಗಿದೆ. ಕಾರ್ಯಕ್ರಮದಲ್ಲಿ ಶಾಸಕರು, ರೈಲ್ವೆ ಇಲಾಖೆಯ ಹಿರಿಯ ಅಧಿಕಾರಿಗಳು ಹಾಗೂ ಸಾರ್ವಜನಿಕರು ಭಾಗವಹಿಸಿದ್ದರು. ನಿಲ್ದಾಣದ ಆವರಣದಲ್ಲಿ ಸಾಂಸ್ಕೃತಿಕ ಕಾರ್ಯಕ್ರಮಗಳು ನಡೆದವು. ವಿದ್ಯಾರ್ಥಿಗಳು ದೇಶಭಕ್ತಿ ಗೀತೆಗಳನ್ನು ಹಾಡಿದರು. — [30, 1268, 348, 1362]
registration-marks-right: ●●●● — [870, 1490, 913, 1501]
video-headline: ವೀಡಿಯೊ ಕಾನ್ಫರೆನ್ಸ್ ಮೂಲಕ ಪ್ರಧಾನಿ ಮೋದಿಯಿಂದ ಉದ್ಘಾಟನೆ — [47, 1161, 558, 1190]
niyamita-headline — [30, 914, 575, 944]
janekunte-headline: ಜಾಣೆಕುಂಟೆ-ವೇಣಿ ವೀರಾಪುರ ಹಾಗೂ ಹಲಕುಂದಿ-ಬೆಳಗಲ್ಲು ಎರಡು ಯೋಜನೆ ಆಯ್ಕೆ — [75, 625, 530, 645]
ranya-body: ಬೆಂಗಳೂರು, ಮೇ. 22: ನಟಿ ರನ್ಯಾ ರಾವ್ ಅವರಿಗೆ ಗೃಹ ಸಚಿವ ಡಾ. ಜಿ. ಪರಮೇಶ್ವರ್ ಅವರ ಶಿಕ್ಷಣ ಸಂಸ್ಥೆಯಿಂದ 25 ಲಕ್ಷ ರೂ. ನೀಡಲಾಗಿದೆ ಎಂಬ ವಿಚಾರದ ಬಗ್ಗೆ ಉಪಮುಖ್ಯಮಂತ್ರಿ ಡಿ.ಕೆ. ಶಿವಕುಮಾರ್ ಪ್ರತಿಕ್ರಿಯಿಸಿದ್ದಾರೆ. ಸುದ್ದಿಗಾರರೊಂದಿಗೆ ಮಾತನಾಡಿದ ಅವರು, ಪರಮೇಶ್ವರ್ ಅವರು ಮದುವೆ ಸಮಾರಂಭಕ್ಕೆ ಉಡುಗೊರೆ ರೂಪದಲ್ಲಿ ಹಣ ನೀಡಿರಬಹುದು. ಅವರು ಹಲವಾರು ಜನರಿಗೆ ಸಹಾಯ ಮಾಡುತ್ತಾರೆ. ಇದರಲ್ಲಿ ಯಾವುದೇ ಅಕ್ರಮ ಇಲ್ಲ. ಪರಮೇಶ್ವರ್ ಪ್ರಾಮಾಣಿಕ ರಾಜಕಾರಣಿ. ಅವರ ಸಂಸ್ಥೆಗಳ ಮೇಲೆ ಇಡಿ ದಾಳಿ ನಡೆಸಿರುವುದು ರಾಜಕೀಯ ಉದ್ದೇಶದಿಂದ. ಕಾನೂನು ಪ್ರಕಾರ ಎಲ್ಲವನ್ನೂ ಎದುರಿಸುತ್ತೇವೆ. ತನಿಖಾ ಸಂಸ್ಥೆಗಳಿಗೆ ಸಂಪೂರ್ಣ ಸಹಕಾರ ನೀಡಲಾಗುವುದು. ದಲಿತ ನಾಯಕರನ್ನು ಗುರಿಯಾಗಿಸಲಾಗುತ್ತಿದೆ ಎಂದು ಆರೋಪಿಸಿದರು. 15 ವರ್ಷಗಳಿಂದ ಸಂಸ್ಥೆ ನಡೆಸುತ್ತಿದ್ದಾರೆ. ಎಲ್ಲ ವ್ಯವಹಾರಗಳು ಪಾರದರ್ಶಕವಾಗಿವೆ. ಬಿಜೆಪಿ ನಾಯಕರು ಅನಗತ್ಯವಾಗಿ ಆರೋಪ ಮಾಡುತ್ತಿದ್ದಾರೆ. ಕೇಂದ್ರ ಸರ್ಕಾರ ತನಿಖಾ ಸಂಸ್ಥೆಗಳನ್ನು ದುರ್ಬಳಕೆ ಮಾಡುತ್ತಿದೆ. ಜನರು ಸತ್ಯವನ್ನು ಅರಿಯುತ್ತಾರೆ ಎಂದು ಹೇಳಿದರು. ಪರಮೇಶ್ವರ್ ಸ್ಪಷ್ಟನೆ: ನಾನು ಯಾವುದೇ ತಪ್ಪು ಮಾಡಿಲ್ಲ, ತನಿಖೆಗೆ ಸಹಕರಿಸುತ್ತೇನೆ ಎಂದು ಗೃಹ ಸಚಿವ ಡಾ. ಜಿ. ಪರಮೇಶ್ವರ್ ತಿಳಿಸಿದ್ದಾರೆ. — [586, 1210, 934, 1304]
students-headline: ವಿದ್ಯಾರ್ಥಿಗಳು ಭಾಗವಹಿಸುವಂತೆ ಕ್ರಮಕೈಗೊಳ್ಳಿ : ಶುಭ ಕಲ್ಯಾಣ್ — [92, 1075, 513, 1099]
siddharth-headline: ಎರಡನೇ ದಿನವೂ ಮುಂದುವರಿದ ಸಿದ್ಧಾರ್ಥ ಶಿಕ್ಷಣ ಸಂಸ್ಥೆಗಳ ಮೇಲಿನ ಇಡಿ ದಾಳಿ — [72, 260, 533, 281]
date-strip: ಶುಕ್ರವಾರ | 23 ಮೇ 2025 — [8, 36, 196, 54]
diwali-body: ಹುಬ್ಬಳ್ಳಿ,ಮೇ.22: ರಾಜ್ಯ ಕಾಂಗ್ರೆಸ್ ಸರ್ಕಾರದ ಆಡಳಿತಕ್ಕೆ ದಿವಾಳಿ ಆಫ್ ಮಾಡಲ್ ಕರ್ನಾಟಕ ಎಂಬ ಬಿರುದು ನೀಡಬಹುದು ಎಂದು ವಿಧಾನ ಪರಿಷತ್ ವಿರೋಧ ಪಕ್ಷದ ನಾಯಕರು ವ್ಯಂಗ್ಯವಾಡಿದರು. ಸುದ್ದಿಗೋಷ್ಠಿಯಲ್ಲಿ ಮಾತನಾಡಿದ ಅವರು, ಗ್ಯಾರಂಟಿ ಯೋಜನೆಗಳಿಂದ ರಾಜ್ಯದ ಖಜಾನೆ ಖಾಲಿಯಾಗಿದೆ. ಅಭಿವೃದ್ಧಿ ಕಾಮಗಾರಿಗಳಿಗೆ ಹಣವಿಲ್ಲ. ಗುತ್ತಿಗೆದಾರರಿಗೆ ಬಿಲ್ ಪಾವತಿಯಾಗಿಲ್ಲ. ಸರ್ಕಾರ ಸಾಲದ ಸುಳಿಯಲ್ಲಿ ಸಿಲುಕಿದೆ. ಬೆಲೆ ಏರಿಕೆಯಿಂದ ಜನಸಾಮಾನ್ಯರು ತತ್ತರಿಸಿದ್ದಾರೆ. ಹಾಲು, ವಿದ್ಯುತ್, ಬಸ್ ಪ್ರಯಾಣ ದರ ಹೆಚ್ಚಿಸಲಾಗಿದೆ. ಮುದ್ರಾಂಕ ಶುಲ್ಕ ಏರಿಕೆ ಮಾಡಲಾಗಿದೆ. ಸಾಧನಾ ಸಮಾವೇಶ ನಡೆಸಲು ಸರ್ಕಾರಕ್ಕೆ ಯಾವುದೇ ನೈತಿಕತೆ ಇಲ್ಲ. ಕಾಂಗ್ರೆಸ್ ನಾಯಕರ ನಡುವೆ ಒಳಜಗಳ ಹೆಚ್ಚಾಗಿದೆ. ಅಧಿಕಾರ ಹಂಚಿಕೆ ವಿಚಾರದಲ್ಲಿ ಗೊಂದಲ ಉಂಟಾಗಿದೆ. ರೈತರ ಸಮಸ್ಯೆಗಳಿಗೆ ಸ್ಪಂದಿಸುತ್ತಿಲ್ಲ. ಆಡಳಿತ ಯಂತ್ರ ಕುಸಿದಿದೆ. ಬೆಂಗಳೂರಿನಲ್ಲಿ ಮಳೆಯಿಂದ ಜನ ಪರದಾಡುತ್ತಿದ್ದಾರೆ ಎಂದು ಟೀಕಿಸಿದರು. ಗುತ್ತಿಗೆದಾರರ ಬಾಕಿ ಹಣ ಕೂಡಲೇ ಪಾವತಿಸಬೇಕು. ಸರ್ಕಾರ ಶ್ವೇತಪತ್ರ ಹೊರಡಿಸಬೇಕು ಎಂದು ಒತ್ತಾಯಿಸಿದರು. ರೂ.60 ಕೋಟಿ ಅನುದಾನ ಮಂಜೂರಾದರೂ ಬಿಡುಗಡೆಯಾಗಿಲ್ಲ ಎಂದರು. — [586, 392, 934, 486]
reform-headline-line1: ಆಡಳಿತ ಸುಧಾರಣಾ ಆಯೋಗದ 8ನೇ — [628, 626, 892, 651]
reform-dateline: ಕನ್ನಡನಾಡು ವಾರ್ತೆ — [586, 690, 635, 699]
students-body: 8 ಗಂಟೆಯವರೆಗೆ ಅಧ್ಯಯನ ಕೇಂದ್ರ ತೆರೆದಿರುತ್ತದೆ. ಸಾರ್ವಜನಿಕರು ಹಾಗೂ ವಿದ್ಯಾರ್ಥಿಗಳು ಇದರ ಸದುಪಯೋಗ ಪಡೆದುಕೊಳ್ಳಬೇಕು. ಗ್ರಂಥಾಲಯಗಳಲ್ಲಿ ಸ್ಪರ್ಧಾತ್ಮಕ ಪರೀಕ್ಷೆಗಳ ಪುಸ್ತಕಗಳನ್ನು ಒದಗಿಸಲಾಗಿದೆ. ವಿದ್ಯಾರ್ಥಿಗಳು ಹೆಚ್ಚಿನ ಸಂಖ್ಯೆಯಲ್ಲಿ ಭಾಗವಹಿಸುವಂತೆ ಶಿಕ್ಷಕರು ಕ್ರಮ ಕೈಗೊಳ್ಳಬೇಕು ಎಂದು ಜಿಲ್ಲಾ ಪಂಚಾಯಿತಿ ಸಿಇಒ ಶುಭ ಕಲ್ಯಾಣ್ ಸೂಚಿಸಿದರು. ಬೇಸಿಗೆ ಶಿಬಿರಗಳಲ್ಲಿ ಮಕ್ಕಳಿಗೆ ಓದುವ ಹವ್ಯಾಸ ಬೆಳೆಸಲು ಕಾರ್ಯಕ್ರಮ ರೂಪಿಸಲಾಗಿದೆ ಎಂದರು. — [30, 1106, 575, 1137]
column-divider — [581, 60, 582, 1485]
